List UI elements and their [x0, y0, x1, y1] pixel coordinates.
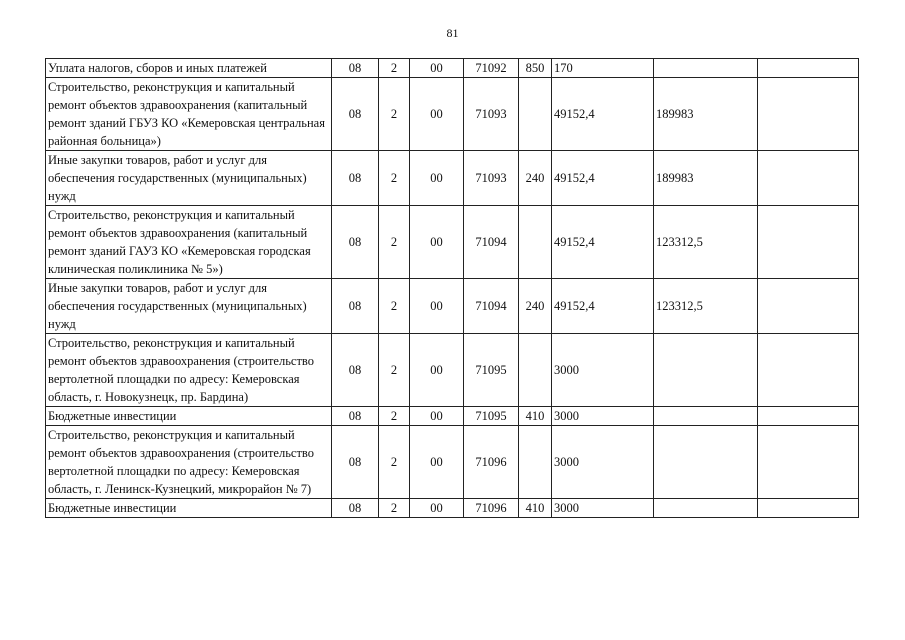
article-code-cell: 71095	[464, 334, 519, 407]
amount-1-cell: 3000	[552, 407, 654, 426]
amount-3-cell	[758, 426, 859, 499]
amount-2-cell	[654, 334, 758, 407]
article-code-cell: 71093	[464, 78, 519, 151]
amount-3-cell	[758, 206, 859, 279]
amount-1-cell: 3000	[552, 426, 654, 499]
table-row	[46, 151, 859, 206]
program-code-cell: 00	[410, 206, 464, 279]
subsection-code-cell: 2	[379, 499, 410, 518]
article-code-cell: 71092	[464, 59, 519, 78]
expense-type-cell: 410	[519, 407, 552, 426]
program-code-cell: 00	[410, 59, 464, 78]
program-code-cell: 00	[410, 78, 464, 151]
amount-1-cell: 49152,4	[552, 206, 654, 279]
section-code-cell: 08	[332, 279, 379, 334]
page-number: 81	[446, 26, 459, 40]
section-code-cell: 08	[332, 334, 379, 407]
section-code-cell: 08	[332, 59, 379, 78]
item-name-cell: Бюджетные инвестиции	[46, 407, 332, 426]
item-name-cell: Строительство, реконструкция и капитальный ремонт объектов здравоохранения (строительство вертолетной площадки по адресу: Кемеровская область, г. Ленинск-Кузнецкий, микрорайон № 7)	[46, 426, 332, 499]
section-code-cell: 08	[332, 151, 379, 206]
section-code-cell: 08	[332, 78, 379, 151]
subsection-code-cell: 2	[379, 151, 410, 206]
section-code-cell: 08	[332, 426, 379, 499]
amount-1-cell: 49152,4	[552, 78, 654, 151]
item-name-cell: Строительство, реконструкция и капитальный ремонт объектов здравоохранения (строительство вертолетной площадки по адресу: Кемеровская область, г. Новокузнецк, пр. Бардина)	[46, 334, 332, 407]
amount-2-cell	[654, 499, 758, 518]
table-row	[46, 426, 859, 499]
program-code-cell: 00	[410, 499, 464, 518]
item-name-cell: Строительство, реконструкция и капитальный ремонт объектов здравоохранения (капитальный ремонт зданий ГБУЗ КО «Кемеровская центральная районная больница»)	[46, 78, 332, 151]
amount-2-cell: 189983	[654, 78, 758, 151]
program-code-cell: 00	[410, 334, 464, 407]
expense-type-cell	[519, 206, 552, 279]
amount-2-cell: 123312,5	[654, 279, 758, 334]
budget-table-body	[46, 59, 859, 518]
table-row	[46, 78, 859, 151]
item-name-cell: Строительство, реконструкция и капитальный ремонт объектов здравоохранения (капитальный ремонт зданий ГАУЗ КО «Кемеровская городская клиническая поликлиника № 5»)	[46, 206, 332, 279]
amount-1-cell: 3000	[552, 499, 654, 518]
article-code-cell: 71094	[464, 279, 519, 334]
subsection-code-cell: 2	[379, 407, 410, 426]
item-name-cell: Иные закупки товаров, работ и услуг для обеспечения государственных (муниципальных) нужд	[46, 151, 332, 206]
amount-3-cell	[758, 59, 859, 78]
section-code-cell: 08	[332, 407, 379, 426]
subsection-code-cell: 2	[379, 334, 410, 407]
expense-type-cell: 240	[519, 151, 552, 206]
article-code-cell: 71094	[464, 206, 519, 279]
expense-type-cell	[519, 78, 552, 151]
budget-table	[45, 58, 859, 518]
table-row	[46, 499, 859, 518]
amount-1-cell: 170	[552, 59, 654, 78]
amount-3-cell	[758, 334, 859, 407]
amount-2-cell	[654, 407, 758, 426]
program-code-cell: 00	[410, 151, 464, 206]
expense-type-cell: 410	[519, 499, 552, 518]
subsection-code-cell: 2	[379, 426, 410, 499]
amount-3-cell	[758, 151, 859, 206]
article-code-cell: 71096	[464, 499, 519, 518]
amount-2-cell: 123312,5	[654, 206, 758, 279]
expense-type-cell	[519, 426, 552, 499]
amount-2-cell: 189983	[654, 151, 758, 206]
item-name-cell: Уплата налогов, сборов и иных платежей	[46, 59, 332, 78]
item-name-cell: Бюджетные инвестиции	[46, 499, 332, 518]
amount-1-cell: 3000	[552, 334, 654, 407]
article-code-cell: 71096	[464, 426, 519, 499]
expense-type-cell: 240	[519, 279, 552, 334]
subsection-code-cell: 2	[379, 59, 410, 78]
section-code-cell: 08	[332, 206, 379, 279]
amount-1-cell: 49152,4	[552, 279, 654, 334]
table-row	[46, 59, 859, 78]
subsection-code-cell: 2	[379, 206, 410, 279]
article-code-cell: 71095	[464, 407, 519, 426]
amount-3-cell	[758, 407, 859, 426]
amount-2-cell	[654, 59, 758, 78]
table-row	[46, 407, 859, 426]
expense-type-cell: 850	[519, 59, 552, 78]
program-code-cell: 00	[410, 407, 464, 426]
table-row	[46, 334, 859, 407]
section-code-cell: 08	[332, 499, 379, 518]
article-code-cell: 71093	[464, 151, 519, 206]
table-row	[46, 279, 859, 334]
subsection-code-cell: 2	[379, 78, 410, 151]
item-name-cell: Иные закупки товаров, работ и услуг для обеспечения государственных (муниципальных) нужд	[46, 279, 332, 334]
amount-1-cell: 49152,4	[552, 151, 654, 206]
table-row	[46, 206, 859, 279]
amount-3-cell	[758, 279, 859, 334]
amount-3-cell	[758, 78, 859, 151]
subsection-code-cell: 2	[379, 279, 410, 334]
program-code-cell: 00	[410, 426, 464, 499]
expense-type-cell	[519, 334, 552, 407]
amount-2-cell	[654, 426, 758, 499]
program-code-cell: 00	[410, 279, 464, 334]
amount-3-cell	[758, 499, 859, 518]
